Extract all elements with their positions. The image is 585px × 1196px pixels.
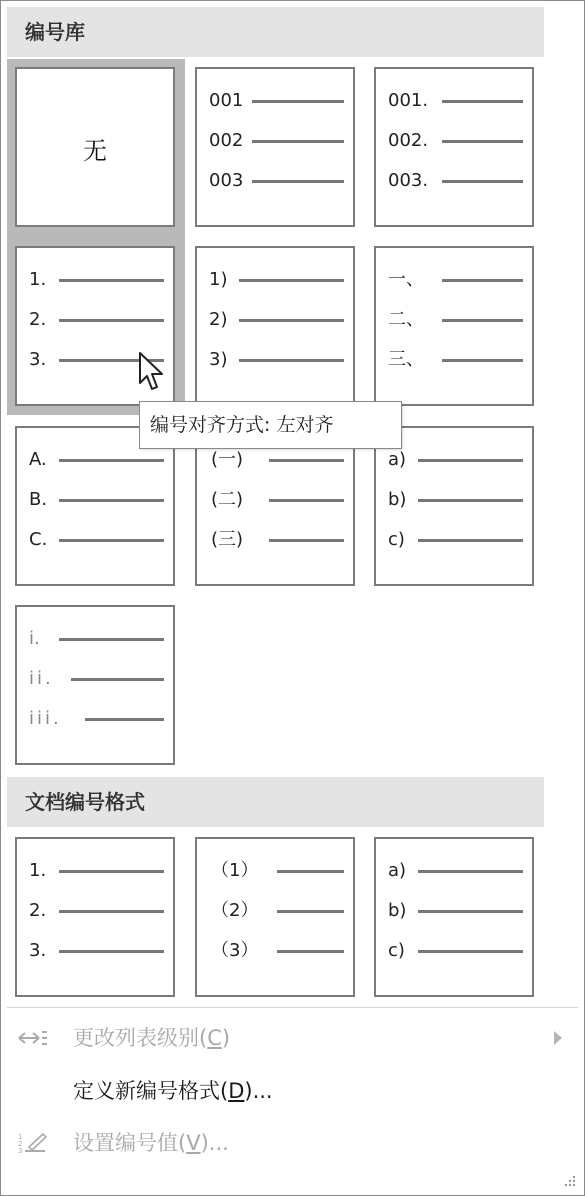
list-marker: 2. xyxy=(29,900,47,921)
list-line xyxy=(85,718,164,721)
list-line xyxy=(239,319,344,322)
none-label: 无 xyxy=(83,137,107,165)
list-line xyxy=(59,539,164,542)
numbering-tile-arabic-paren[interactable] xyxy=(195,246,355,406)
list-line xyxy=(269,499,344,502)
list-line xyxy=(442,140,523,143)
list-line xyxy=(418,950,523,953)
list-line xyxy=(442,319,523,322)
list-line xyxy=(59,950,164,953)
list-line xyxy=(59,279,164,282)
list-marker: 3) xyxy=(209,349,228,370)
numbering-tile-zero-padded[interactable] xyxy=(195,67,355,227)
list-line xyxy=(59,499,164,502)
list-marker: 002 xyxy=(209,130,244,151)
change-list-level-item[interactable] xyxy=(1,1016,584,1060)
list-marker: 001. xyxy=(388,90,429,111)
numbering-tile-chinese-comma[interactable] xyxy=(374,246,534,406)
list-marker: a) xyxy=(388,860,407,881)
list-line xyxy=(59,870,164,873)
list-marker: iii. xyxy=(29,708,62,729)
numbering-tile-none[interactable] xyxy=(15,67,175,227)
define-new-format-label: 定义新编号格式(D)... xyxy=(73,1079,273,1103)
submenu-arrow-icon xyxy=(554,1031,562,1045)
list-line xyxy=(59,319,164,322)
numbering-tile-lower-alpha-paren[interactable] xyxy=(374,426,534,586)
define-new-format-item[interactable] xyxy=(1,1069,584,1113)
list-marker: 三、 xyxy=(388,349,424,370)
svg-text:1: 1 xyxy=(18,1133,23,1141)
list-line xyxy=(442,180,523,183)
list-marker: A. xyxy=(29,449,47,470)
list-line xyxy=(239,279,344,282)
list-line xyxy=(418,539,523,542)
menu-separator xyxy=(7,1007,578,1008)
list-marker: 003. xyxy=(388,170,429,191)
list-marker: ii. xyxy=(29,668,54,689)
numbering-tile-upper-alpha[interactable] xyxy=(15,426,175,586)
list-line xyxy=(418,910,523,913)
list-marker: （3） xyxy=(211,940,259,961)
list-marker: c) xyxy=(388,940,405,961)
document-tile-lower-alpha-paren[interactable] xyxy=(374,837,534,997)
list-marker: 一、 xyxy=(388,269,424,290)
numbering-library-header: 编号库 xyxy=(7,7,544,57)
list-line xyxy=(442,359,523,362)
svg-text:3: 3 xyxy=(18,1147,23,1155)
svg-text:2: 2 xyxy=(18,1140,23,1148)
list-line xyxy=(442,100,523,103)
list-marker: C. xyxy=(29,529,48,550)
list-marker: (一) xyxy=(211,449,244,470)
list-line xyxy=(252,100,344,103)
list-marker: 2. xyxy=(29,309,47,330)
list-line xyxy=(59,910,164,913)
list-line xyxy=(252,140,344,143)
mouse-pointer-icon xyxy=(138,351,166,393)
list-line xyxy=(252,180,344,183)
list-marker: b) xyxy=(388,489,407,510)
list-line xyxy=(418,459,523,462)
list-marker: 002. xyxy=(388,130,429,151)
list-marker: （2） xyxy=(211,900,259,921)
list-line xyxy=(71,678,164,681)
list-line xyxy=(277,950,344,953)
list-marker: (二) xyxy=(211,489,244,510)
document-formats-header: 文档编号格式 xyxy=(7,777,544,827)
set-numbering-value-item[interactable] xyxy=(1,1121,584,1165)
set-numbering-value-icon xyxy=(17,1131,49,1155)
list-line xyxy=(418,870,523,873)
list-marker: c) xyxy=(388,529,405,550)
set-numbering-value-label: 设置编号值(V)... xyxy=(73,1131,229,1155)
list-marker: a) xyxy=(388,449,407,470)
numbering-tile-chinese-paren[interactable] xyxy=(195,426,355,586)
list-line xyxy=(59,459,164,462)
change-list-level-label: 更改列表级别(C) xyxy=(73,1026,231,1050)
list-line xyxy=(269,459,344,462)
resize-grip-icon[interactable] xyxy=(562,1173,576,1187)
document-tile-fullwidth-paren[interactable] xyxy=(195,837,355,997)
list-line xyxy=(442,279,523,282)
document-tile-arabic-dot[interactable] xyxy=(15,837,175,997)
list-marker: B. xyxy=(29,489,48,510)
list-marker: b) xyxy=(388,900,407,921)
list-marker: 003 xyxy=(209,170,244,191)
numbering-tile-lower-roman[interactable] xyxy=(15,605,175,765)
numbering-tile-zero-padded-dot[interactable] xyxy=(374,67,534,227)
list-marker: （1） xyxy=(211,860,259,881)
list-marker: 1. xyxy=(29,269,47,290)
list-marker: 2) xyxy=(209,309,228,330)
alignment-tooltip: 编号对齐方式: 左对齐 xyxy=(139,401,402,449)
list-marker: 3. xyxy=(29,940,47,961)
list-line xyxy=(418,499,523,502)
list-marker: 1. xyxy=(29,860,47,881)
list-marker: 001 xyxy=(209,90,244,111)
list-marker: 二、 xyxy=(388,309,424,330)
list-marker: 1) xyxy=(209,269,228,290)
list-line xyxy=(239,359,344,362)
list-line xyxy=(277,870,344,873)
change-list-level-icon xyxy=(17,1026,49,1050)
list-line xyxy=(277,910,344,913)
list-line xyxy=(59,638,164,641)
list-line xyxy=(269,539,344,542)
list-marker: i. xyxy=(29,628,40,649)
list-marker: (三) xyxy=(211,529,244,550)
list-marker: 3. xyxy=(29,349,47,370)
